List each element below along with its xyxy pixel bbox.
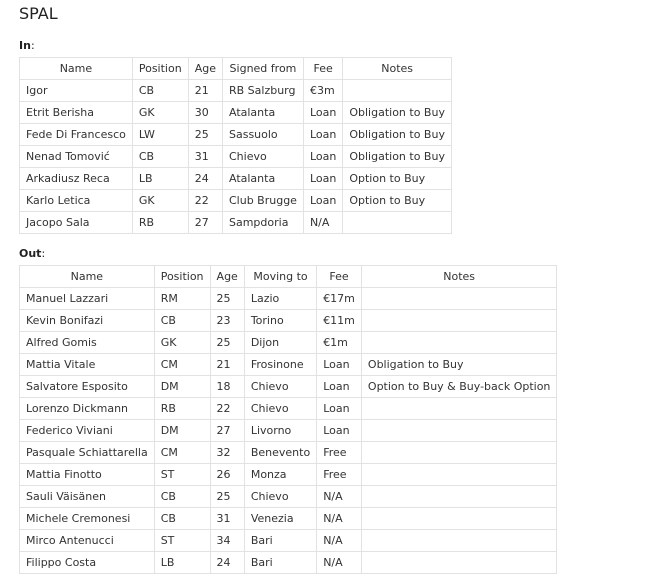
in-table-body bbox=[20, 80, 452, 234]
out-cell-age: 18 bbox=[210, 376, 244, 398]
out-cell-age: 27 bbox=[210, 420, 244, 442]
out-cell-moving-to: Chievo bbox=[244, 486, 316, 508]
out-cell-age: 22 bbox=[210, 398, 244, 420]
out-header-moving-to: Moving to bbox=[244, 266, 316, 288]
out-transfers-table bbox=[19, 265, 557, 574]
table-row bbox=[20, 146, 452, 168]
in-cell-notes: Obligation to Buy bbox=[343, 124, 452, 146]
table-row bbox=[20, 486, 557, 508]
out-cell-notes: Obligation to Buy bbox=[361, 354, 557, 376]
in-cell-fee: Loan bbox=[303, 146, 342, 168]
in-cell-notes bbox=[343, 212, 452, 234]
in-cell-name: Fede Di Francesco bbox=[20, 124, 133, 146]
in-cell-age: 30 bbox=[188, 102, 222, 124]
out-cell-age: 25 bbox=[210, 486, 244, 508]
table-row bbox=[20, 376, 557, 398]
in-cell-fee: N/A bbox=[303, 212, 342, 234]
in-cell-position: LB bbox=[132, 168, 188, 190]
table-row bbox=[20, 464, 557, 486]
in-cell-notes bbox=[343, 80, 452, 102]
in-cell-signed-from: Sassuolo bbox=[222, 124, 303, 146]
out-cell-age: 25 bbox=[210, 332, 244, 354]
in-cell-position: CB bbox=[132, 80, 188, 102]
out-cell-moving-to: Lazio bbox=[244, 288, 316, 310]
out-cell-notes bbox=[361, 508, 557, 530]
out-cell-notes bbox=[361, 398, 557, 420]
in-cell-fee: Loan bbox=[303, 102, 342, 124]
out-cell-moving-to: Frosinone bbox=[244, 354, 316, 376]
out-cell-position: GK bbox=[154, 332, 210, 354]
table-row bbox=[20, 420, 557, 442]
in-cell-signed-from: Atalanta bbox=[222, 168, 303, 190]
out-cell-notes bbox=[361, 552, 557, 574]
out-cell-fee: N/A bbox=[317, 486, 362, 508]
in-cell-age: 31 bbox=[188, 146, 222, 168]
in-cell-notes: Option to Buy bbox=[343, 168, 452, 190]
out-section-label: Out: bbox=[19, 247, 46, 260]
out-cell-moving-to: Chievo bbox=[244, 376, 316, 398]
out-cell-position: LB bbox=[154, 552, 210, 574]
in-transfers-table bbox=[19, 57, 452, 234]
out-cell-position: DM bbox=[154, 376, 210, 398]
out-cell-age: 34 bbox=[210, 530, 244, 552]
out-header-notes: Notes bbox=[361, 266, 557, 288]
in-cell-position: LW bbox=[132, 124, 188, 146]
out-cell-moving-to: Venezia bbox=[244, 508, 316, 530]
table-row bbox=[20, 124, 452, 146]
out-cell-position: CM bbox=[154, 442, 210, 464]
out-cell-fee: Free bbox=[317, 464, 362, 486]
in-cell-position: CB bbox=[132, 146, 188, 168]
out-cell-age: 23 bbox=[210, 310, 244, 332]
out-cell-notes bbox=[361, 420, 557, 442]
out-table-body bbox=[20, 288, 557, 574]
out-cell-moving-to: Dijon bbox=[244, 332, 316, 354]
out-cell-name: Filippo Costa bbox=[20, 552, 155, 574]
in-cell-position: GK bbox=[132, 102, 188, 124]
table-row bbox=[20, 80, 452, 102]
out-header-position: Position bbox=[154, 266, 210, 288]
out-cell-position: CB bbox=[154, 486, 210, 508]
out-cell-fee: Loan bbox=[317, 354, 362, 376]
out-cell-moving-to: Bari bbox=[244, 530, 316, 552]
out-cell-position: RM bbox=[154, 288, 210, 310]
out-cell-name: Salvatore Esposito bbox=[20, 376, 155, 398]
out-cell-fee: N/A bbox=[317, 552, 362, 574]
out-table-header-row bbox=[20, 266, 557, 288]
in-cell-age: 22 bbox=[188, 190, 222, 212]
out-cell-age: 24 bbox=[210, 552, 244, 574]
out-cell-fee: Loan bbox=[317, 376, 362, 398]
table-row bbox=[20, 288, 557, 310]
in-cell-signed-from: Sampdoria bbox=[222, 212, 303, 234]
out-cell-name: Alfred Gomis bbox=[20, 332, 155, 354]
in-cell-age: 25 bbox=[188, 124, 222, 146]
in-cell-notes: Option to Buy bbox=[343, 190, 452, 212]
out-cell-age: 26 bbox=[210, 464, 244, 486]
out-header-age: Age bbox=[210, 266, 244, 288]
in-cell-position: RB bbox=[132, 212, 188, 234]
in-header-name: Name bbox=[20, 58, 133, 80]
table-row bbox=[20, 212, 452, 234]
out-cell-name: Mirco Antenucci bbox=[20, 530, 155, 552]
table-row bbox=[20, 332, 557, 354]
out-cell-name: Pasquale Schiattarella bbox=[20, 442, 155, 464]
out-cell-fee: €17m bbox=[317, 288, 362, 310]
out-cell-age: 31 bbox=[210, 508, 244, 530]
table-row bbox=[20, 190, 452, 212]
in-cell-fee: Loan bbox=[303, 190, 342, 212]
in-cell-signed-from: Atalanta bbox=[222, 102, 303, 124]
out-cell-position: RB bbox=[154, 398, 210, 420]
out-cell-age: 25 bbox=[210, 288, 244, 310]
table-row bbox=[20, 310, 557, 332]
in-cell-name: Etrit Berisha bbox=[20, 102, 133, 124]
in-cell-notes: Obligation to Buy bbox=[343, 146, 452, 168]
out-cell-notes bbox=[361, 464, 557, 486]
out-cell-position: DM bbox=[154, 420, 210, 442]
out-cell-notes bbox=[361, 332, 557, 354]
out-cell-name: Sauli Väisänen bbox=[20, 486, 155, 508]
out-cell-notes bbox=[361, 310, 557, 332]
out-cell-name: Mattia Finotto bbox=[20, 464, 155, 486]
out-cell-notes bbox=[361, 442, 557, 464]
out-cell-moving-to: Monza bbox=[244, 464, 316, 486]
in-cell-fee: €3m bbox=[303, 80, 342, 102]
in-cell-name: Jacopo Sala bbox=[20, 212, 133, 234]
in-cell-signed-from: Club Brugge bbox=[222, 190, 303, 212]
out-cell-position: ST bbox=[154, 530, 210, 552]
table-row bbox=[20, 508, 557, 530]
in-cell-position: GK bbox=[132, 190, 188, 212]
out-cell-fee: €11m bbox=[317, 310, 362, 332]
out-cell-age: 32 bbox=[210, 442, 244, 464]
out-cell-position: CM bbox=[154, 354, 210, 376]
out-cell-notes bbox=[361, 486, 557, 508]
out-cell-notes bbox=[361, 530, 557, 552]
out-cell-moving-to: Bari bbox=[244, 552, 316, 574]
in-section-label: In: bbox=[19, 39, 35, 52]
in-table-header-row bbox=[20, 58, 452, 80]
out-cell-position: CB bbox=[154, 310, 210, 332]
in-cell-notes: Obligation to Buy bbox=[343, 102, 452, 124]
in-header-signed-from: Signed from bbox=[222, 58, 303, 80]
in-cell-age: 27 bbox=[188, 212, 222, 234]
table-row bbox=[20, 168, 452, 190]
in-header-position: Position bbox=[132, 58, 188, 80]
out-header-fee: Fee bbox=[317, 266, 362, 288]
out-cell-name: Kevin Bonifazi bbox=[20, 310, 155, 332]
table-row bbox=[20, 102, 452, 124]
out-cell-position: ST bbox=[154, 464, 210, 486]
in-cell-name: Arkadiusz Reca bbox=[20, 168, 133, 190]
in-cell-fee: Loan bbox=[303, 124, 342, 146]
table-row bbox=[20, 398, 557, 420]
out-cell-name: Lorenzo Dickmann bbox=[20, 398, 155, 420]
out-cell-notes: Option to Buy & Buy-back Option bbox=[361, 376, 557, 398]
out-cell-notes bbox=[361, 288, 557, 310]
out-cell-name: Federico Viviani bbox=[20, 420, 155, 442]
out-cell-fee: Free bbox=[317, 442, 362, 464]
out-cell-name: Manuel Lazzari bbox=[20, 288, 155, 310]
out-cell-age: 21 bbox=[210, 354, 244, 376]
table-row bbox=[20, 530, 557, 552]
out-cell-position: CB bbox=[154, 508, 210, 530]
page-title: SPAL bbox=[19, 4, 58, 23]
out-cell-moving-to: Chievo bbox=[244, 398, 316, 420]
in-cell-signed-from: Chievo bbox=[222, 146, 303, 168]
table-row bbox=[20, 442, 557, 464]
out-cell-moving-to: Livorno bbox=[244, 420, 316, 442]
out-cell-moving-to: Benevento bbox=[244, 442, 316, 464]
in-cell-age: 21 bbox=[188, 80, 222, 102]
out-cell-name: Mattia Vitale bbox=[20, 354, 155, 376]
out-cell-fee: N/A bbox=[317, 508, 362, 530]
out-cell-fee: N/A bbox=[317, 530, 362, 552]
in-cell-name: Igor bbox=[20, 80, 133, 102]
out-cell-fee: €1m bbox=[317, 332, 362, 354]
in-cell-name: Nenad Tomović bbox=[20, 146, 133, 168]
in-header-age: Age bbox=[188, 58, 222, 80]
out-header-name: Name bbox=[20, 266, 155, 288]
table-row bbox=[20, 552, 557, 574]
in-cell-signed-from: RB Salzburg bbox=[222, 80, 303, 102]
in-cell-age: 24 bbox=[188, 168, 222, 190]
out-cell-moving-to: Torino bbox=[244, 310, 316, 332]
out-cell-name: Michele Cremonesi bbox=[20, 508, 155, 530]
in-header-fee: Fee bbox=[303, 58, 342, 80]
table-row bbox=[20, 354, 557, 376]
in-cell-name: Karlo Letica bbox=[20, 190, 133, 212]
in-cell-fee: Loan bbox=[303, 168, 342, 190]
in-header-notes: Notes bbox=[343, 58, 452, 80]
out-cell-fee: Loan bbox=[317, 398, 362, 420]
out-cell-fee: Loan bbox=[317, 420, 362, 442]
